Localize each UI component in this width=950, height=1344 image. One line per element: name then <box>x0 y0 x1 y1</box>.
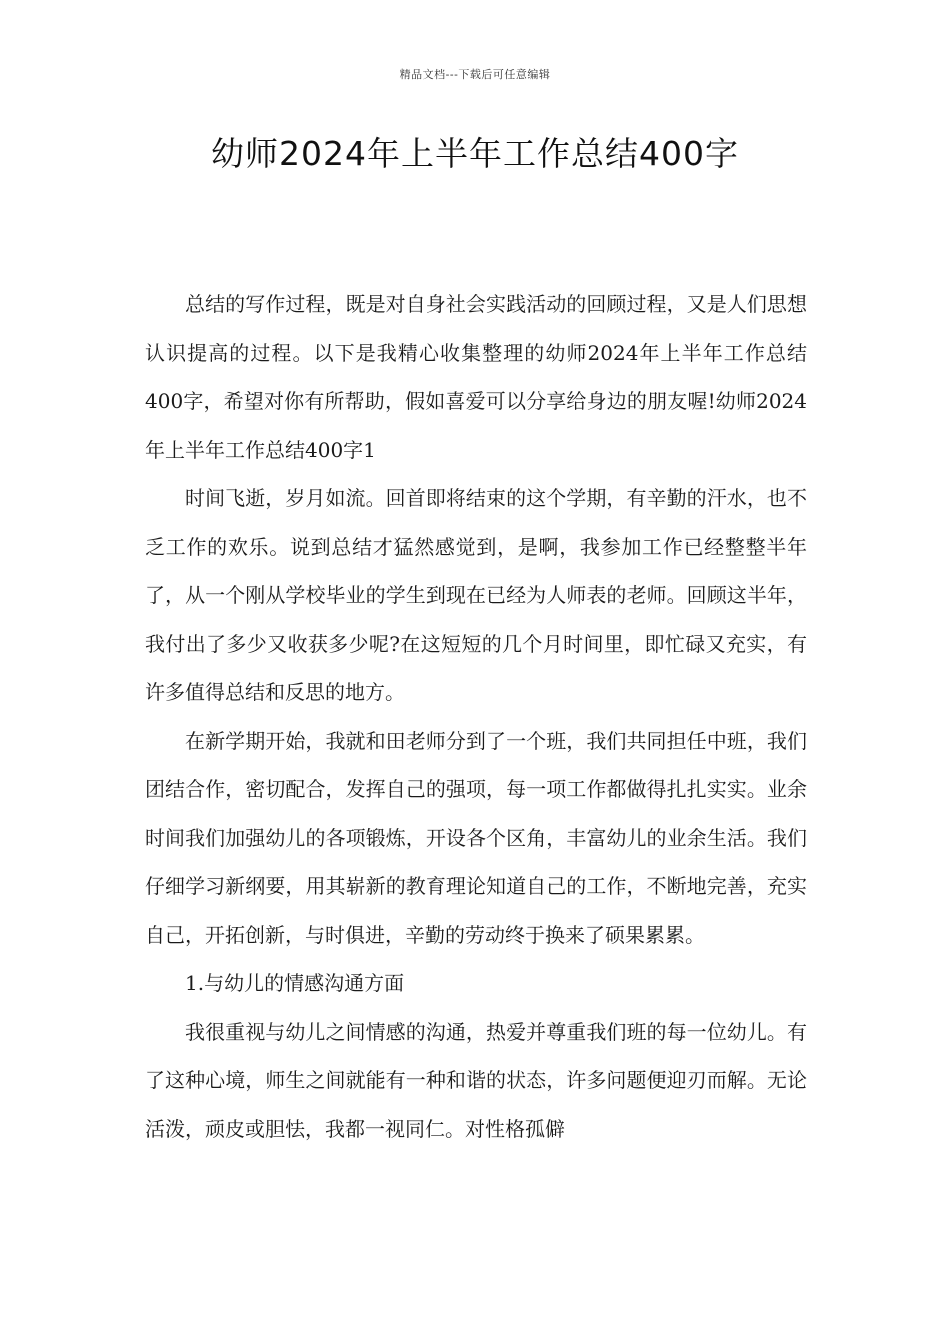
header-note: 精品文档---下载后可任意编辑 <box>399 68 551 81</box>
paragraph: 在新学期开始，我就和田老师分到了一个班，我们共同担任中班，我们团结合作，密切配合，发挥自己的强项，每一项工作都做得扎扎实实。业余时间我们加强幼儿的各项锻炼，开设各个区角，丰富幼儿的业余生活。我们仔细学习新纲要，用其崭新的教育理论知道自己的工作，不断地完善，充实自己，开拓创新，与时俱进，辛勤的劳动终于换来了硕果累累。 <box>145 728 807 947</box>
paragraph: 时间飞逝，岁月如流。回首即将结束的这个学期，有辛勤的汗水，也不乏工作的欢乐。说到总结才猛然感觉到，是啊，我参加工作已经整整半年了，从一个刚从学校毕业的学生到现在已经为人师表的老师。回顾这半年，我付出了多少又收获多少呢?在这短短的几个月时间里，即忙碌又充实，有许多值得总结和反思的地方。 <box>145 486 807 704</box>
paragraph: 总结的写作过程，既是对自身社会实践活动的回顾过程，又是人们思想认识提高的过程。以下是我精心收集整理的幼师2024年上半年工作总结400字，希望对你有所帮助，假如喜爱可以分享给身边的朋友喔!幼师2024年上半年工作总结400字1 <box>145 292 807 462</box>
document-title: 幼师2024年上半年工作总结400字 <box>211 134 739 173</box>
document-body <box>145 280 807 1153</box>
section-heading: 1.与幼儿的情感沟通方面 <box>185 971 405 995</box>
paragraph: 我很重视与幼儿之间情感的沟通，热爱并尊重我们班的每一位幼儿。有了这种心境，师生之间就能有一种和谐的状态，许多问题便迎刃而解。无论活泼，顽皮或胆怯，我都一视同仁。对性格孤僻 <box>145 1019 807 1141</box>
